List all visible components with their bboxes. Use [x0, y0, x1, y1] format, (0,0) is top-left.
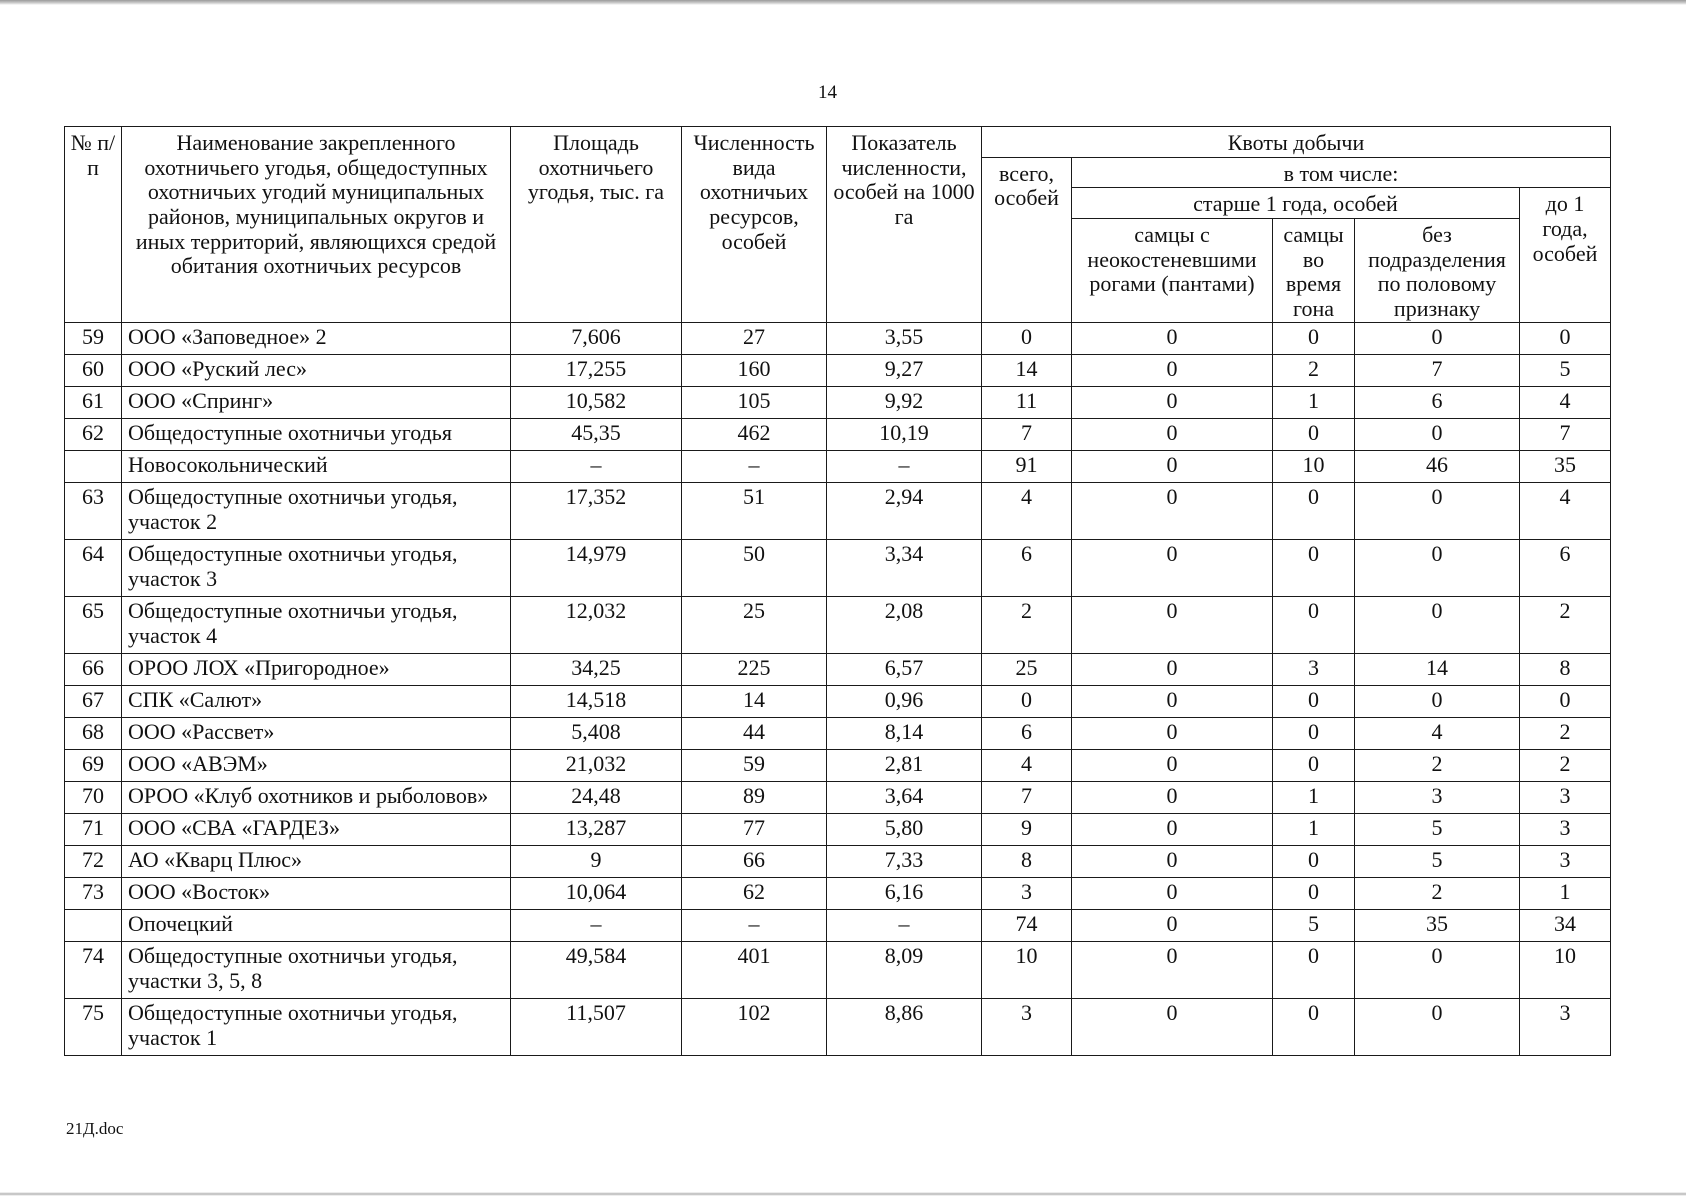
scan-edge-top	[0, 0, 1686, 5]
cell-area: –	[511, 910, 682, 942]
header-num: № п/п	[65, 127, 122, 323]
cell-num: 74	[65, 942, 122, 999]
table-row	[65, 355, 1611, 387]
cell-count: –	[682, 451, 827, 483]
cell-area: 24,48	[511, 782, 682, 814]
cell-density: 2,08	[827, 597, 982, 654]
cell-total: 3	[982, 878, 1072, 910]
cell-total: 11	[982, 387, 1072, 419]
cell-nosex: 0	[1355, 419, 1520, 451]
cell-antlers: 0	[1072, 942, 1273, 999]
header-quota: Квоты добычи	[982, 127, 1611, 158]
cell-nosex: 2	[1355, 878, 1520, 910]
page-number: 14	[818, 82, 837, 103]
cell-nosex: 0	[1355, 323, 1520, 355]
cell-under1: 6	[1520, 540, 1611, 597]
cell-area: 5,408	[511, 718, 682, 750]
header-including: в том числе:	[1072, 157, 1611, 188]
cell-under1: 0	[1520, 323, 1611, 355]
cell-nosex: 0	[1355, 540, 1520, 597]
footer-filename: 21Д.doc	[66, 1119, 124, 1138]
cell-nosex: 5	[1355, 814, 1520, 846]
cell-total: 25	[982, 654, 1072, 686]
cell-count: 105	[682, 387, 827, 419]
cell-count: 59	[682, 750, 827, 782]
cell-area: 17,352	[511, 483, 682, 540]
cell-nosex: 46	[1355, 451, 1520, 483]
cell-rut: 0	[1273, 878, 1355, 910]
cell-antlers: 0	[1072, 999, 1273, 1056]
cell-density: 8,86	[827, 999, 982, 1056]
header-rut: самцы во время гона	[1273, 218, 1355, 323]
cell-count: 25	[682, 597, 827, 654]
cell-density: –	[827, 451, 982, 483]
cell-antlers: 0	[1072, 846, 1273, 878]
cell-num: 68	[65, 718, 122, 750]
cell-area: 21,032	[511, 750, 682, 782]
cell-total: 3	[982, 999, 1072, 1056]
cell-density: 3,64	[827, 782, 982, 814]
cell-num: 72	[65, 846, 122, 878]
cell-total: 6	[982, 540, 1072, 597]
cell-total: 6	[982, 718, 1072, 750]
cell-rut: 0	[1273, 686, 1355, 718]
cell-density: 3,55	[827, 323, 982, 355]
cell-count: –	[682, 910, 827, 942]
cell-num: 63	[65, 483, 122, 540]
cell-rut: 1	[1273, 814, 1355, 846]
cell-rut: 2	[1273, 355, 1355, 387]
cell-name: ООО «АВЭМ»	[122, 750, 511, 782]
header-antlers: самцы с неокостеневшими рогами (пантами)	[1072, 218, 1273, 323]
cell-num: 67	[65, 686, 122, 718]
cell-count: 89	[682, 782, 827, 814]
cell-density: 9,92	[827, 387, 982, 419]
cell-total: 74	[982, 910, 1072, 942]
cell-density: –	[827, 910, 982, 942]
cell-total: 4	[982, 483, 1072, 540]
cell-count: 225	[682, 654, 827, 686]
cell-name: ООО «Спринг»	[122, 387, 511, 419]
cell-area: 10,064	[511, 878, 682, 910]
cell-area: 49,584	[511, 942, 682, 999]
cell-name: Общедоступные охотничьи угодья, участки 3, 5, 8	[122, 942, 511, 999]
cell-antlers: 0	[1072, 654, 1273, 686]
cell-density: 7,33	[827, 846, 982, 878]
cell-antlers: 0	[1072, 323, 1273, 355]
cell-under1: 3	[1520, 999, 1611, 1056]
cell-area: 7,606	[511, 323, 682, 355]
scan-edge-bottom	[0, 1192, 1686, 1196]
cell-count: 44	[682, 718, 827, 750]
cell-total: 0	[982, 323, 1072, 355]
cell-nosex: 0	[1355, 597, 1520, 654]
cell-area: 9	[511, 846, 682, 878]
header-total: всего, особей	[982, 157, 1072, 323]
cell-rut: 0	[1273, 540, 1355, 597]
cell-density: 0,96	[827, 686, 982, 718]
cell-nosex: 7	[1355, 355, 1520, 387]
table-row	[65, 419, 1611, 451]
cell-rut: 0	[1273, 419, 1355, 451]
cell-num: 62	[65, 419, 122, 451]
cell-under1: 1	[1520, 878, 1611, 910]
cell-under1: 34	[1520, 910, 1611, 942]
cell-rut: 5	[1273, 910, 1355, 942]
table-row	[65, 387, 1611, 419]
header-count: Численность вида охотничьих ресурсов, особей	[682, 127, 827, 323]
cell-total: 14	[982, 355, 1072, 387]
cell-name: Общедоступные охотничьи угодья, участок 2	[122, 483, 511, 540]
cell-total: 0	[982, 686, 1072, 718]
cell-rut: 0	[1273, 597, 1355, 654]
cell-nosex: 0	[1355, 686, 1520, 718]
cell-under1: 2	[1520, 718, 1611, 750]
cell-name: ОРОО ЛОХ «Пригородное»	[122, 654, 511, 686]
cell-nosex: 2	[1355, 750, 1520, 782]
cell-under1: 5	[1520, 355, 1611, 387]
cell-area: 12,032	[511, 597, 682, 654]
cell-density: 6,16	[827, 878, 982, 910]
cell-total: 7	[982, 782, 1072, 814]
cell-density: 2,94	[827, 483, 982, 540]
quota-table	[64, 126, 1611, 1056]
cell-nosex: 35	[1355, 910, 1520, 942]
header-name: Наименование закрепленного охотничьего угодья, общедоступных охотничьих угодий муниципальных районов, муниципальных округов и иных территорий, являющихся средой обитания охотничьих ресурсов	[122, 127, 511, 323]
table-row	[65, 782, 1611, 814]
cell-num	[65, 451, 122, 483]
cell-under1: 4	[1520, 483, 1611, 540]
cell-total: 10	[982, 942, 1072, 999]
cell-under1: 2	[1520, 597, 1611, 654]
table-row	[65, 814, 1611, 846]
cell-rut: 10	[1273, 451, 1355, 483]
table-row	[65, 451, 1611, 483]
cell-name: Общедоступные охотничьи угодья, участок 1	[122, 999, 511, 1056]
cell-antlers: 0	[1072, 387, 1273, 419]
cell-area: 11,507	[511, 999, 682, 1056]
cell-name: ООО «Восток»	[122, 878, 511, 910]
cell-num: 75	[65, 999, 122, 1056]
header-density: Показатель численности, особей на 1000 га	[827, 127, 982, 323]
cell-nosex: 6	[1355, 387, 1520, 419]
cell-total: 2	[982, 597, 1072, 654]
cell-nosex: 3	[1355, 782, 1520, 814]
table-row	[65, 483, 1611, 540]
table-row	[65, 686, 1611, 718]
cell-nosex: 0	[1355, 942, 1520, 999]
cell-under1: 10	[1520, 942, 1611, 999]
cell-num: 64	[65, 540, 122, 597]
header-nosex: без подразделения по половому признаку	[1355, 218, 1520, 323]
cell-rut: 0	[1273, 846, 1355, 878]
cell-antlers: 0	[1072, 878, 1273, 910]
table-row	[65, 910, 1611, 942]
cell-total: 91	[982, 451, 1072, 483]
cell-under1: 3	[1520, 846, 1611, 878]
cell-count: 462	[682, 419, 827, 451]
cell-count: 102	[682, 999, 827, 1056]
cell-area: –	[511, 451, 682, 483]
cell-name: ООО «СВА «ГАРДЕЗ»	[122, 814, 511, 846]
cell-area: 14,979	[511, 540, 682, 597]
table-row	[65, 654, 1611, 686]
cell-area: 34,25	[511, 654, 682, 686]
cell-antlers: 0	[1072, 540, 1273, 597]
cell-name: ООО «Рассвет»	[122, 718, 511, 750]
cell-rut: 0	[1273, 942, 1355, 999]
cell-name: Общедоступные охотничьи угодья, участок 4	[122, 597, 511, 654]
cell-count: 14	[682, 686, 827, 718]
cell-count: 77	[682, 814, 827, 846]
cell-rut: 0	[1273, 483, 1355, 540]
header-older: старше 1 года, особей	[1072, 188, 1520, 219]
table-row	[65, 718, 1611, 750]
cell-rut: 0	[1273, 718, 1355, 750]
cell-count: 50	[682, 540, 827, 597]
table-row	[65, 999, 1611, 1056]
cell-antlers: 0	[1072, 814, 1273, 846]
cell-antlers: 0	[1072, 355, 1273, 387]
cell-name: Общедоступные охотничьи угодья, участок 3	[122, 540, 511, 597]
cell-under1: 3	[1520, 814, 1611, 846]
cell-density: 2,81	[827, 750, 982, 782]
cell-antlers: 0	[1072, 782, 1273, 814]
cell-num: 73	[65, 878, 122, 910]
cell-num: 61	[65, 387, 122, 419]
cell-total: 4	[982, 750, 1072, 782]
cell-num: 69	[65, 750, 122, 782]
cell-area: 14,518	[511, 686, 682, 718]
cell-count: 51	[682, 483, 827, 540]
header-area: Площадь охотничьего угодья, тыс. га	[511, 127, 682, 323]
cell-rut: 0	[1273, 999, 1355, 1056]
cell-under1: 4	[1520, 387, 1611, 419]
cell-under1: 8	[1520, 654, 1611, 686]
cell-density: 10,19	[827, 419, 982, 451]
cell-area: 45,35	[511, 419, 682, 451]
cell-nosex: 0	[1355, 999, 1520, 1056]
cell-area: 17,255	[511, 355, 682, 387]
cell-antlers: 0	[1072, 483, 1273, 540]
cell-name: Опочецкий	[122, 910, 511, 942]
cell-num: 59	[65, 323, 122, 355]
cell-count: 160	[682, 355, 827, 387]
cell-density: 8,09	[827, 942, 982, 999]
cell-density: 8,14	[827, 718, 982, 750]
cell-num: 70	[65, 782, 122, 814]
cell-num: 66	[65, 654, 122, 686]
cell-density: 9,27	[827, 355, 982, 387]
cell-density: 3,34	[827, 540, 982, 597]
cell-num: 71	[65, 814, 122, 846]
cell-antlers: 0	[1072, 451, 1273, 483]
cell-total: 9	[982, 814, 1072, 846]
cell-density: 5,80	[827, 814, 982, 846]
cell-name: Новосокольнический	[122, 451, 511, 483]
cell-name: СПК «Салют»	[122, 686, 511, 718]
cell-num: 65	[65, 597, 122, 654]
cell-antlers: 0	[1072, 910, 1273, 942]
table-body	[65, 323, 1611, 1056]
cell-under1: 2	[1520, 750, 1611, 782]
cell-antlers: 0	[1072, 597, 1273, 654]
table-row	[65, 323, 1611, 355]
cell-under1: 35	[1520, 451, 1611, 483]
cell-under1: 7	[1520, 419, 1611, 451]
table-row	[65, 750, 1611, 782]
cell-antlers: 0	[1072, 686, 1273, 718]
cell-area: 10,582	[511, 387, 682, 419]
cell-name: ООО «Заповедное» 2	[122, 323, 511, 355]
cell-name: ОРОО «Клуб охотников и рыболовов»	[122, 782, 511, 814]
cell-count: 66	[682, 846, 827, 878]
cell-under1: 3	[1520, 782, 1611, 814]
header-under1: до 1 года, особей	[1520, 188, 1611, 323]
cell-rut: 1	[1273, 782, 1355, 814]
cell-nosex: 5	[1355, 846, 1520, 878]
cell-name: АО «Кварц Плюс»	[122, 846, 511, 878]
table-row	[65, 846, 1611, 878]
cell-nosex: 14	[1355, 654, 1520, 686]
cell-num: 60	[65, 355, 122, 387]
cell-name: Общедоступные охотничьи угодья	[122, 419, 511, 451]
table-row	[65, 540, 1611, 597]
cell-under1: 0	[1520, 686, 1611, 718]
table-row	[65, 878, 1611, 910]
cell-name: ООО «Руский лес»	[122, 355, 511, 387]
cell-total: 8	[982, 846, 1072, 878]
cell-area: 13,287	[511, 814, 682, 846]
cell-antlers: 0	[1072, 419, 1273, 451]
cell-count: 27	[682, 323, 827, 355]
table-header	[65, 127, 1611, 323]
cell-nosex: 0	[1355, 483, 1520, 540]
cell-antlers: 0	[1072, 750, 1273, 782]
cell-count: 62	[682, 878, 827, 910]
table-row	[65, 942, 1611, 999]
cell-density: 6,57	[827, 654, 982, 686]
cell-antlers: 0	[1072, 718, 1273, 750]
cell-count: 401	[682, 942, 827, 999]
cell-rut: 3	[1273, 654, 1355, 686]
cell-num	[65, 910, 122, 942]
cell-rut: 1	[1273, 387, 1355, 419]
cell-total: 7	[982, 419, 1072, 451]
cell-rut: 0	[1273, 750, 1355, 782]
cell-rut: 0	[1273, 323, 1355, 355]
cell-nosex: 4	[1355, 718, 1520, 750]
table-row	[65, 597, 1611, 654]
